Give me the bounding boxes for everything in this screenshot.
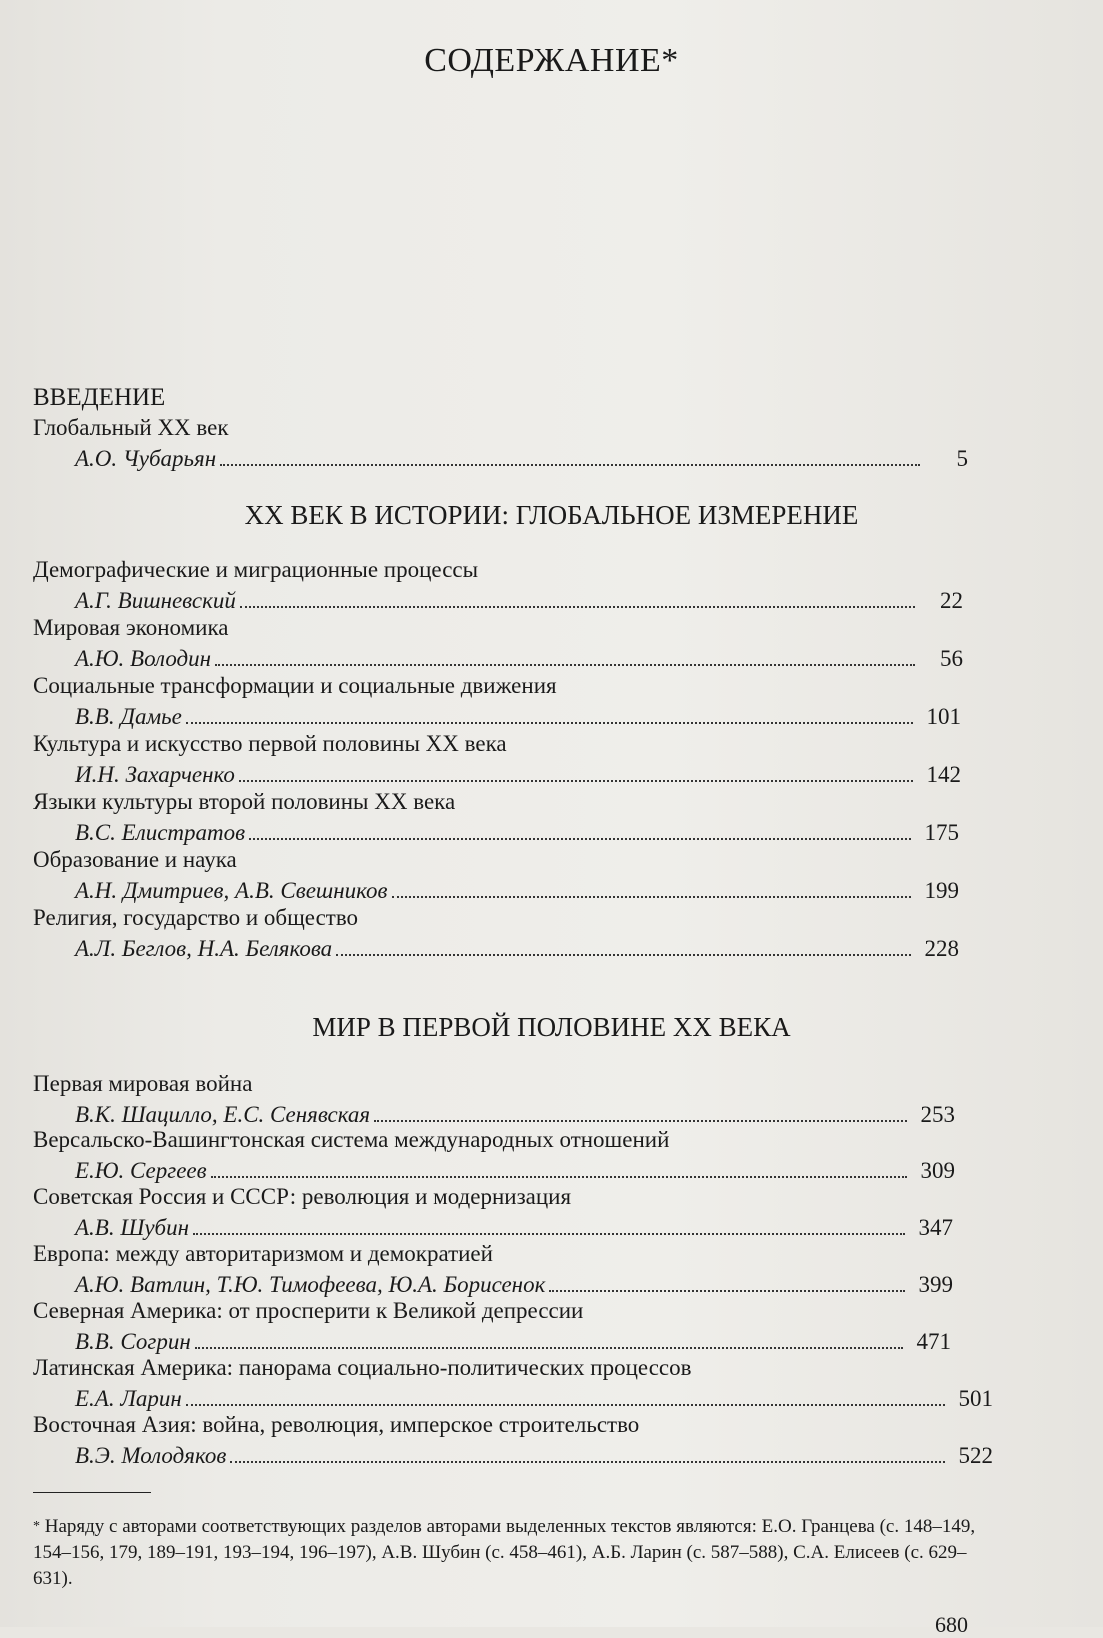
entry-line [33,877,959,905]
toc-entry [33,1070,955,1129]
leader-dots [220,464,920,466]
entry-line [33,1385,993,1413]
toc-entry [33,904,959,963]
entry-author: В.К. Шацилло, Е.С. Сенявская [75,1102,371,1127]
entry-line [33,1214,953,1242]
leader-dots [186,722,913,724]
entry-author: В.В. Согрин [75,1329,191,1354]
entry-page-number: 228 [924,936,959,961]
entry-author: А.Ю. Ватлин, Т.Ю. Тимофеева, Ю.А. Борисенок [75,1272,546,1297]
entry-author: Е.Ю. Сергеев [75,1158,207,1183]
entry-author: В.Э. Молодяков [75,1443,227,1468]
leader-dots [549,1290,905,1292]
entry-title: Демографические и миграционные процессы [33,557,479,582]
leader-dots [215,664,915,666]
toc-entry [33,1126,955,1185]
footnote-marker: * [33,1519,40,1534]
toc-entry [33,788,959,847]
entry-author: И.Н. Захарченко [75,762,235,787]
footnote-rule [33,1492,151,1493]
entry-page-number: 309 [920,1158,955,1183]
page-title: СОДЕРЖАНИЕ* [424,42,679,79]
leader-dots [193,1233,905,1235]
entry-title: Образование и наука [33,847,237,872]
entry-line [33,703,961,731]
toc-entry [33,414,968,473]
entry-line [33,1271,953,1299]
entry-page-number: 253 [920,1102,955,1127]
entry-line [33,1101,955,1129]
leader-dots [392,896,911,898]
toc-entry [33,614,963,673]
entry-page-number: 142 [926,762,961,787]
footnote [33,1514,983,1592]
entry-author: В.В. Дамье [75,704,182,729]
entry-line [33,935,959,963]
toc-entry [33,1183,953,1242]
entry-title: Языки культуры второй половины XX века [33,789,456,814]
leader-dots [336,954,911,956]
entry-line [33,645,963,673]
entry-author: А.Г. Вишневский [75,588,236,613]
entry-title: Восточная Азия: война, революция, имперское строительство [33,1412,640,1437]
entry-author: А.Ю. Володин [75,646,212,671]
leader-dots [240,606,915,608]
leader-dots [195,1347,903,1349]
entry-page-number: 5 [956,446,968,471]
entry-line [33,1157,955,1185]
entry-page-number: 199 [924,878,959,903]
entry-title: Религия, государство и общество [33,905,359,930]
leader-dots [249,838,911,840]
leader-dots [374,1120,907,1122]
entry-page-number: 175 [924,820,959,845]
entry-line [33,1442,993,1470]
entry-page-number: 56 [940,646,963,671]
entry-page-number: 501 [958,1386,993,1411]
entry-page-number: 522 [958,1443,993,1468]
leader-dots [211,1176,907,1178]
toc-entry [33,1411,993,1470]
entry-line [33,1328,951,1356]
leader-dots [186,1404,945,1406]
entry-page-number: 471 [916,1329,951,1354]
entry-author: Е.А. Ларин [75,1386,182,1411]
section-heading: МИР В ПЕРВОЙ ПОЛОВИНЕ XX ВЕКА [312,1012,791,1042]
entry-title: Северная Америка: от просперити к Великой депрессии [33,1298,584,1323]
entry-page-number: 101 [926,704,961,729]
entry-page-number: 347 [918,1215,953,1240]
entry-title: Европа: между авторитаризмом и демократией [33,1241,493,1266]
entry-title: Латинская Америка: панорама социально-политических процессов [33,1355,692,1380]
entry-author: А.В. Шубин [75,1215,190,1240]
entry-author: А.Н. Дмитриев, А.В. Свешников [75,878,388,903]
entry-title: Мировая экономика [33,615,229,640]
toc-entry [33,1240,953,1299]
section-heading: XX ВЕК В ИСТОРИИ: ГЛОБАЛЬНОЕ ИЗМЕРЕНИЕ [244,500,859,530]
toc-entry [33,1297,951,1356]
entry-line [33,819,959,847]
toc-entry [33,1354,993,1413]
entry-title: Первая мировая война [33,1071,253,1096]
entry-title: Социальные трансформации и социальные движения [33,673,557,698]
entry-line [33,445,968,473]
entry-line [33,587,963,615]
toc-entry [33,556,963,615]
intro-heading: ВВЕДЕНИЕ [33,384,166,411]
leader-dots [239,780,913,782]
toc-entry [33,846,959,905]
page-number: 680 [935,1612,968,1637]
entry-title: Версальско-Вашингтонская система международных отношений [33,1127,670,1152]
entry-page-number: 22 [940,588,963,613]
entry-title: Культура и искусство первой половины XX века [33,731,507,756]
footnote-text: Наряду с авторами соответствующих разделов авторами выделенных текстов являются: Е.О. Гранцева (с. 148–149, 154–156, 179, 189–191, 193–194, 196–197), А.В. Шубин (с. 458–461), А.Б. Ларин (с. 587–588), С.А. Елисеев (с. 629–631). [33,1516,976,1589]
toc-entry [33,672,961,731]
entry-author: В.С. Елистратов [75,820,246,845]
entry-page-number: 399 [918,1272,953,1297]
leader-dots [230,1461,945,1463]
entry-title: Советская Россия и СССР: революция и модернизация [33,1184,572,1209]
entry-line [33,761,961,789]
toc-entry [33,730,961,789]
entry-author: А.О. Чубарьян [75,446,217,471]
entry-title: Глобальный XX век [33,415,229,440]
entry-author: А.Л. Беглов, Н.А. Белякова [75,936,333,961]
